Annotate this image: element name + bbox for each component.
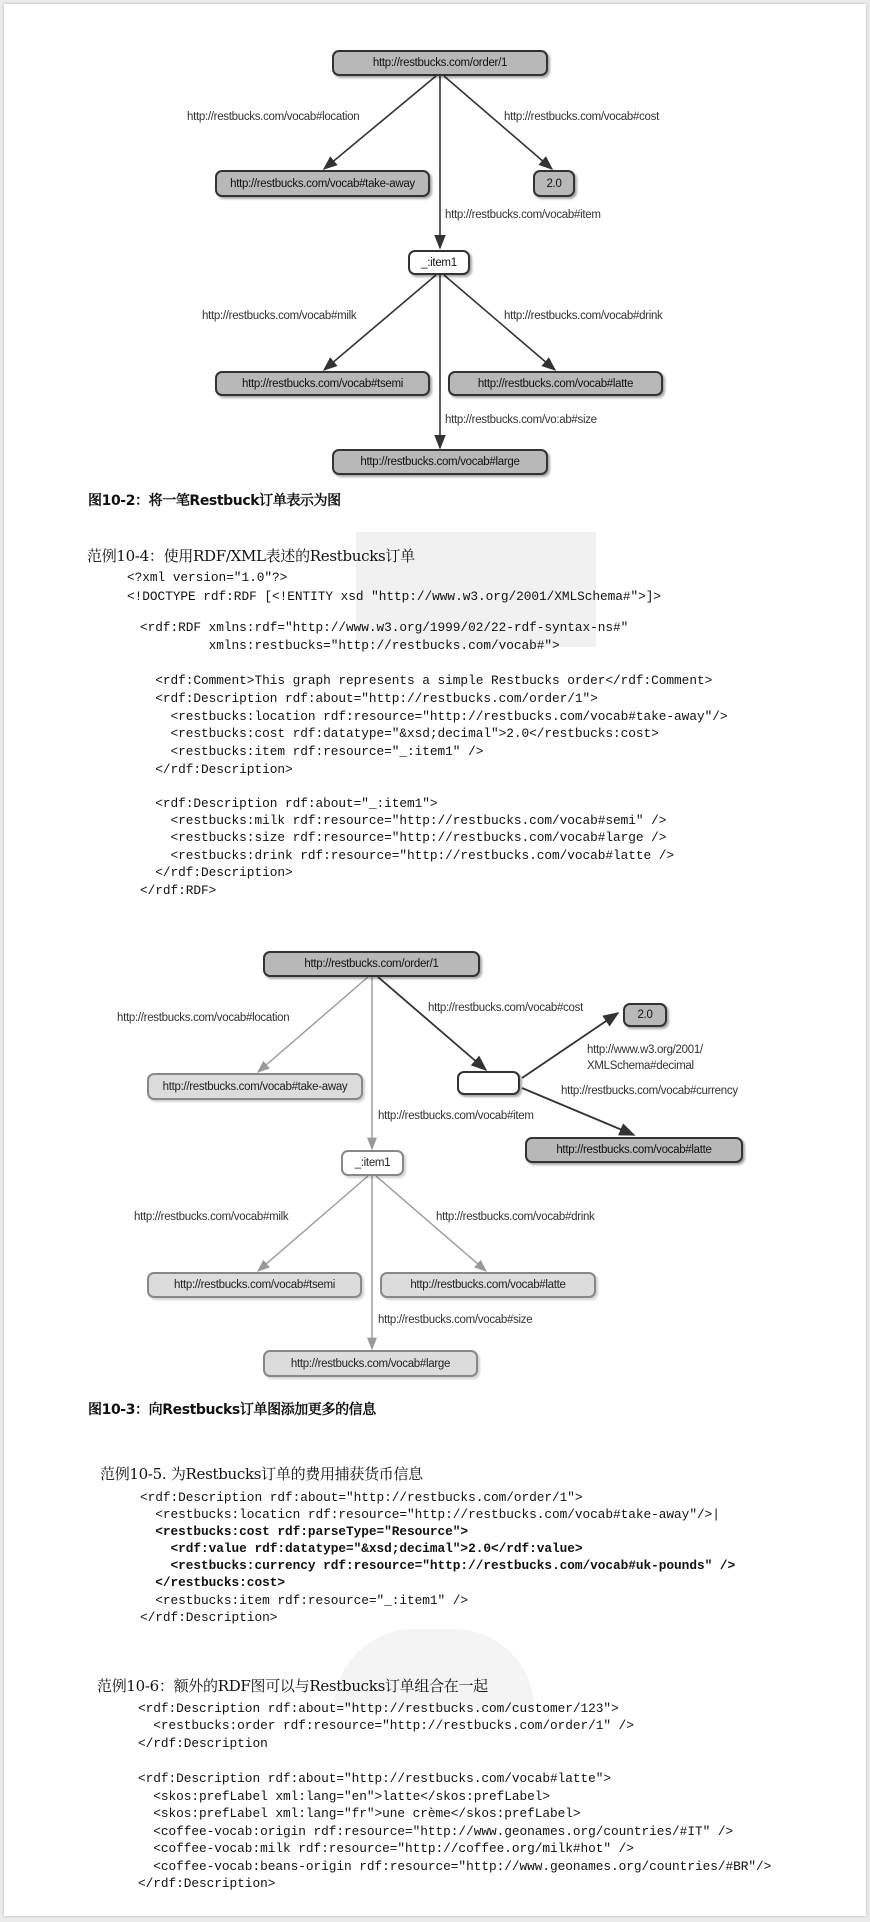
edge-label-cost: http://restbucks.com/vocab#cost [504, 111, 659, 123]
code-line: xmlns:restbucks="http://restbucks.com/vocab#"> [140, 638, 560, 653]
node-tsemi-2: http://restbucks.com/vocab#tsemi [147, 1272, 362, 1298]
edge-label-drink: http://restbucks.com/vocab#drink [504, 310, 663, 322]
figure-10-2-caption: 图10-2：将一笔Restbuck订单表示为图 [88, 493, 341, 509]
edge-label-decimal [587, 1042, 703, 1074]
edge-label-milk: http://restbucks.com/vocab#milk [202, 310, 357, 322]
code-line: <coffee-vocab:beans-origin rdf:resource="http://www.geonames.org/countries/#BR"/> [138, 1859, 772, 1874]
node-cost-value: 2.0 [533, 170, 575, 197]
code-line: <restbucks:cost rdf:datatype="&xsd;decimal">2.0</restbucks:cost> [140, 726, 659, 741]
edge-label-size-2: http://restbucks.com/vocab#size [378, 1314, 533, 1326]
edge-label-location-2: http://restbucks.com/vocab#location [117, 1012, 290, 1024]
figure-10-3-caption: 图10-3：向Restbucks订单图添加更多的信息 [88, 1402, 376, 1418]
code-line: <rdf:Comment>This graph represents a simple Restbucks order</rdf:Comment> [140, 673, 713, 688]
node-tsemi: http://restbucks.com/vocab#tsemi [215, 371, 430, 396]
edge-cost-2 [378, 977, 486, 1070]
example-10-5-heading: 范例10-5. 为Restbucks订单的费用捕获货币信息 [100, 1465, 423, 1483]
edge-label-size: http://restbucks.com/vo:ab#size [445, 414, 597, 426]
code-line: <skos:prefLabel xml:lang="en">latte</skos:prefLabel> [138, 1789, 550, 1804]
edge-label-decimal-line2: XMLSchema#decimal [587, 1060, 694, 1072]
code-line: <restbucks:locaticn rdf:resource="http://restbucks.com/vocab#take-away"/>| [140, 1507, 720, 1522]
code-line-bold: </restbucks:cost> [140, 1575, 285, 1590]
code-line: <restbucks:drink rdf:resource="http://restbucks.com/vocab#latte /> [140, 848, 675, 863]
code-line: <?xml version="1.0"?> [127, 570, 288, 585]
code-line-bold: <restbucks:cost rdf:parseType="Resource"> [140, 1524, 469, 1539]
edge-label-item-2: http://restbucks.com/vocab#item [378, 1110, 534, 1122]
code-line: <restbucks:item rdf:resource="_:item1" /> [140, 1593, 469, 1608]
node-latte: http://restbucks.com/vocab#latte [448, 371, 663, 396]
code-line: <rdf:Description rdf:about="http://restbucks.com/customer/123"> [138, 1701, 619, 1716]
code-line: <rdf:RDF xmlns:rdf="http://www.w3.org/1999/02/22-rdf-syntax-ns#" [140, 620, 629, 635]
node-item1-2: _:item1 [341, 1150, 404, 1176]
edge-label-drink-2: http://restbucks.com/vocab#drink [436, 1211, 595, 1223]
node-currency-latte: http://restbucks.com/vocab#latte [525, 1137, 743, 1163]
code-line: <restbucks:milk rdf:resource="http://restbucks.com/vocab#semi" /> [140, 813, 667, 828]
edge-label-milk-2: http://restbucks.com/vocab#milk [134, 1211, 289, 1223]
code-line: </rdf:Description> [140, 865, 293, 880]
edge-label-item: http://restbucks.com/vocab#item [445, 209, 601, 221]
node-order: http://restbucks.com/order/1 [332, 50, 548, 76]
node-take-away: http://restbucks.com/vocab#take-away [215, 170, 430, 197]
example-10-6-heading: 范例10-6：额外的RDF图可以与Restbucks订单组合在一起 [97, 1677, 488, 1695]
edge-label-decimal-line1: http://www.w3.org/2001/ [587, 1044, 703, 1056]
edge-label-location: http://restbucks.com/vocab#location [187, 111, 360, 123]
code-line-bold: <restbucks:currency rdf:resource="http://restbucks.com/vocab#uk-pounds" /> [140, 1558, 736, 1573]
code-line: <coffee-vocab:origin rdf:resource="http://www.geonames.org/countries/#IT" /> [138, 1824, 734, 1839]
node-item1: _:item1 [408, 250, 470, 275]
node-latte-2: http://restbucks.com/vocab#latte [380, 1272, 596, 1298]
code-line: </rdf:Description> [140, 762, 293, 777]
code-line: <skos:prefLabel xml:lang="fr">une crème</skos:prefLabel> [138, 1806, 581, 1821]
code-line: </rdf:Description> [140, 1610, 278, 1625]
code-line: <restbucks:item rdf:resource="_:item1" /> [140, 744, 484, 759]
code-line-bold: <rdf:value rdf:datatype="&xsd;decimal">2.0</rdf:value> [140, 1541, 583, 1556]
code-line: </rdf:Description [138, 1736, 268, 1751]
node-large: http://restbucks.com/vocab#large [332, 449, 548, 475]
example-10-4-heading: 范例10-4：使用RDF/XML表述的Restbucks订单 [87, 547, 415, 565]
code-line: <restbucks:order rdf:resource="http://restbucks.com/order/1" /> [138, 1718, 634, 1733]
code-line: <restbucks:size rdf:resource="http://restbucks.com/vocab#large /> [140, 830, 667, 845]
code-line: </rdf:Description> [138, 1876, 276, 1891]
node-cost-value-2: 2.0 [623, 1003, 667, 1027]
code-line: <rdf:Description rdf:about="http://restbucks.com/vocab#latte"> [138, 1771, 612, 1786]
code-line: <rdf:Description rdf:about="_:item1"> [140, 796, 438, 811]
node-order-2: http://restbucks.com/order/1 [263, 951, 480, 977]
code-line: <rdf:Description rdf:about="http://restbucks.com/order/1"> [140, 1490, 583, 1505]
edge-label-currency: http://restbucks.com/vocab#currency [561, 1085, 738, 1097]
book-page [4, 4, 866, 1916]
node-cost-blank [457, 1071, 520, 1095]
edge-label-cost-2: http://restbucks.com/vocab#cost [428, 1002, 583, 1014]
code-line: <restbucks:location rdf:resource="http://restbucks.com/vocab#take-away"/> [140, 709, 728, 724]
code-line: <!DOCTYPE rdf:RDF [<!ENTITY xsd "http://www.w3.org/2001/XMLSchema#">]> [127, 589, 662, 604]
code-line: <rdf:Description rdf:about="http://restbucks.com/order/1"> [140, 691, 598, 706]
code-line: <coffee-vocab:milk rdf:resource="http://coffee.org/milk#hot" /> [138, 1841, 634, 1856]
node-take-away-2: http://restbucks.com/vocab#take-away [147, 1073, 363, 1100]
node-large-2: http://restbucks.com/vocab#large [263, 1350, 478, 1377]
code-line: </rdf:RDF> [140, 883, 217, 898]
